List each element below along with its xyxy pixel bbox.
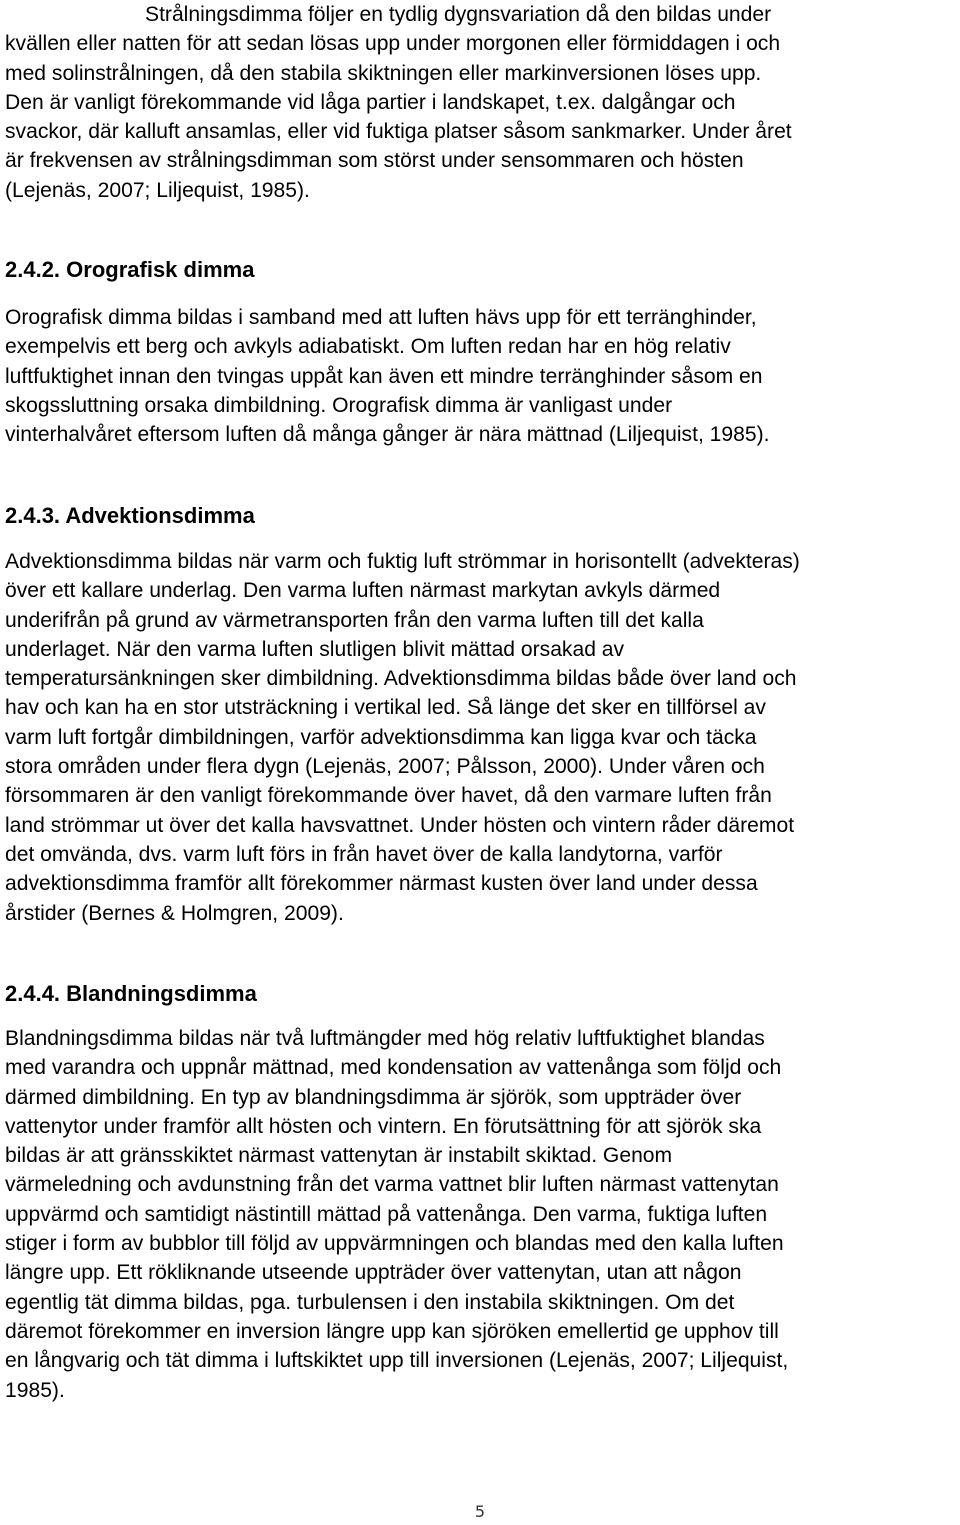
text-line: bildas är att gränsskiktet närmast vattenytan är instabilt skiktad. Genom (5, 1144, 673, 1168)
text-line: Den är vanligt förekommande vid låga partier i landskapet, t.ex. dalgångar och (5, 90, 736, 114)
text-line: med solinstrålningen, då den stabila skiktningen eller markinversionen löses upp. (5, 61, 762, 85)
text-line: 1985). (5, 1378, 65, 1402)
paragraph-orographic-fog (5, 303, 960, 449)
text-line: svackor, där kalluft ansamlas, eller vid fuktiga platser såsom sankmarker. Under året (5, 120, 792, 144)
text-line: vattenytor under framför allt hösten och vintern. En förutsättning för att sjörök ska (5, 1114, 762, 1138)
text-line: land strömmar ut över det kalla havsvattnet. Under hösten och vintern råder däremot (5, 813, 795, 837)
text-line: skogssluttning orsaka dimbildning. Orografisk dimma är vanligast under (5, 393, 673, 417)
text-line: underifrån på grund av värmetransporten från den varma luften till det kalla (5, 608, 704, 632)
text-line: underlaget. När den varma luften slutligen blivit mättad orsakad av (5, 637, 625, 661)
section-heading-orografisk-dimma: 2.4.2. Orografisk dimma (5, 257, 255, 282)
text-line: är frekvensen av strålningsdimman som störst under sensommaren och hösten (5, 149, 744, 173)
text-line: kvällen eller natten för att sedan lösas upp under morgonen eller förmiddagen i och (5, 32, 781, 56)
text-line: advektionsdimma framför allt förekommer närmast kusten över land under dessa (5, 872, 758, 896)
text-line: det omvända, dvs. varm luft förs in från havet över de kalla landytorna, varför (5, 842, 723, 866)
text-line: hav och kan ha en stor utsträckning i vertikal led. Så länge det sker en tillförsel av (5, 696, 766, 720)
paragraph-radiation-fog (5, 0, 960, 205)
text-line: stiger i form av bubblor till följd av uppvärmningen och blandas med den kalla luften (5, 1232, 784, 1256)
text-line: Advektionsdimma bildas när varm och fuktig luft strömmar in horisontellt (advekteras) (5, 550, 800, 573)
text-line: med varandra och uppnår mättnad, med kondensation av vattenånga som följd och (5, 1056, 782, 1080)
paragraph-mixing-fog (5, 1024, 960, 1405)
text-line: exempelvis ett berg och avkyls adiabatiskt. Om luften redan har en hög relativ (5, 335, 731, 359)
text-line: Strålningsdimma följer en tydlig dygnsvariation då den bildas under (145, 3, 772, 26)
page-number: 5 (474, 1502, 486, 1521)
text-line: längre upp. Ett rökliknande utseende uppträder över vattenytan, utan att någon (5, 1261, 742, 1285)
paragraph-advection-fog (5, 547, 960, 928)
text-line: Blandningsdimma bildas när två luftmängder med hög relativ luftfuktighet blandas (5, 1027, 765, 1050)
text-line: vinterhalvåret eftersom luften då många gånger är nära mättnad (Liljequist, 1985). (5, 423, 770, 447)
text-line: årstider (Bernes & Holmgren, 2009). (5, 901, 344, 925)
text-line: egentlig tät dimma bildas, pga. turbulensen i den instabila skiktningen. Om det (5, 1290, 735, 1314)
text-line: (Lejenäs, 2007; Liljequist, 1985). (5, 178, 310, 202)
text-line: däremot förekommer en inversion längre upp kan sjöröken emellertid ge upphov till (5, 1319, 779, 1343)
text-line: uppvärmd och samtidigt nästintill mättad på vattenånga. Den varma, fuktiga luften (5, 1202, 768, 1226)
text-line: luftfuktighet innan den tvingas uppåt kan även ett mindre terränghinder såsom en (5, 364, 763, 388)
text-line: stora områden under flera dygn (Lejenäs, 2007; Pålsson, 2000). Under våren och (5, 755, 765, 779)
text-line: Orografisk dimma bildas i samband med att luften hävs upp för ett terränghinder, (5, 306, 757, 329)
text-line: en långvarig och tät dimma i luftskiktet upp till inversionen (Lejenäs, 2007; Liljequist, (5, 1349, 789, 1373)
text-line: försommaren är den vanligt förekommande över havet, då den varmare luften från (5, 784, 772, 808)
text-line: värmeledning och avdunstning från det varma vattnet blir luften närmast vattenytan (5, 1173, 779, 1197)
text-line: därmed dimbildning. En typ av blandningsdimma är sjörök, som uppträder över (5, 1085, 742, 1109)
text-line: över ett kallare underlag. Den varma luften närmast markytan avkyls därmed (5, 579, 721, 603)
section-heading-advektionsdimma: 2.4.3. Advektionsdimma (5, 503, 255, 528)
text-line: varm luft fortgår dimbildningen, varför advektionsdimma kan ligga kvar och täcka (5, 725, 757, 749)
text-line: temperatursänkningen sker dimbildning. Advektionsdimma bildas både över land och (5, 667, 797, 691)
section-heading-blandningsdimma: 2.4.4. Blandningsdimma (5, 981, 257, 1006)
